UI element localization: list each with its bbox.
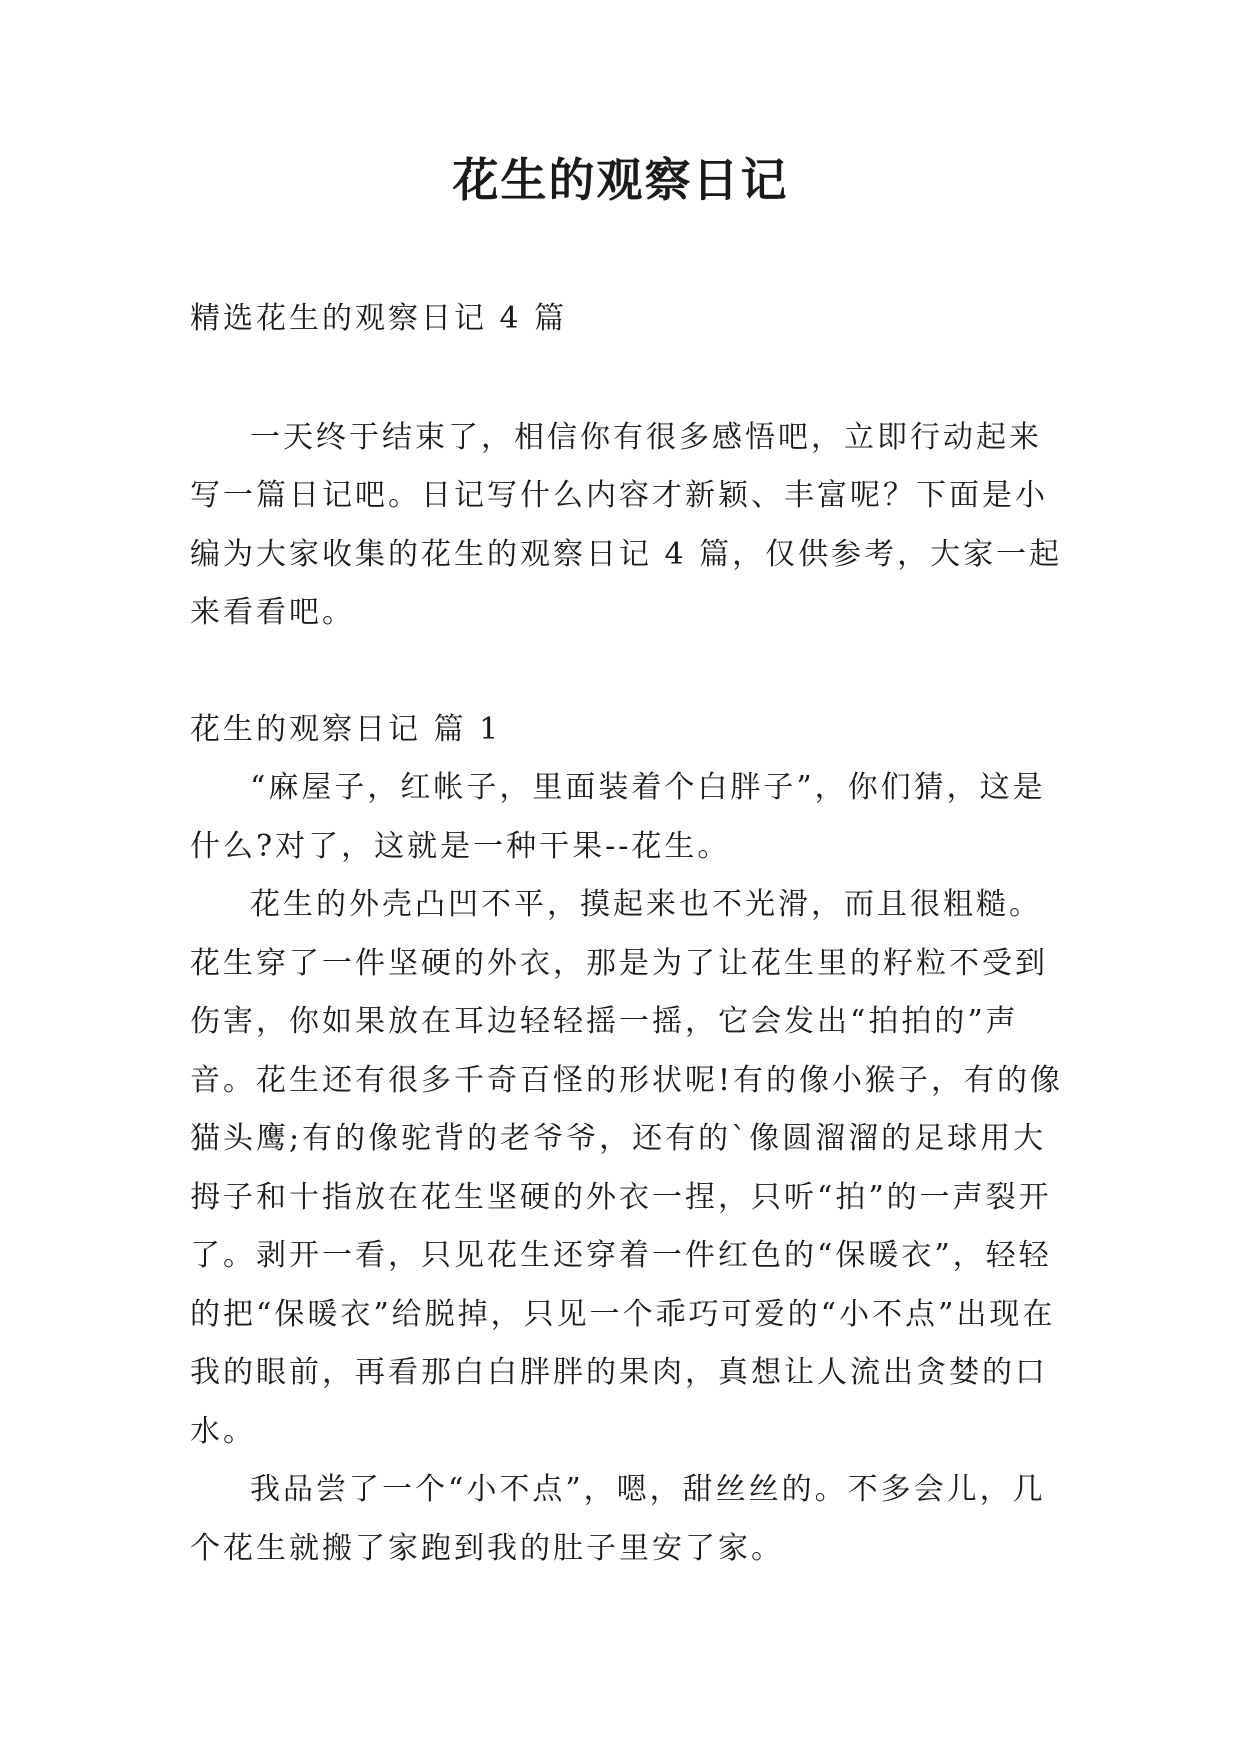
document-title: 花生的观察日记 (452, 153, 789, 207)
body-paragraph-3: 我品尝了一个“小不点”，嗯，甜丝丝的。不多会儿，几个花生就搬了家跑到我的肚子里安了家。 (190, 1472, 1046, 1566)
spacer (190, 349, 1070, 409)
document-subtitle: 精选花生的观察日记 4 篇 (190, 301, 568, 336)
document-body (190, 290, 1070, 1578)
section-heading: 花生的观察日记 篇 1 (190, 711, 502, 747)
spacer (190, 643, 1070, 701)
intro-paragraph: 一天终于结束了，相信你有很多感悟吧，立即行动起来写一篇日记吧。日记写什么内容才新颖、丰富呢？下面是小编为大家收集的花生的观察日记 4 篇，仅供参考，大家一起来看看吧。 (190, 419, 1063, 630)
body-paragraph-2: 花生的外壳凸凹不平，摸起来也不光滑，而且很粗糙。花生穿了一件坚硬的外衣，那是为了让花生里的籽粒不受到伤害，你如果放在耳边轻轻摇一摇，它会发出“拍拍的”声音。花生还有很多千奇百怪的形状呢!有的像小猴子，有的像猫头鹰;有的像驼背的老爷爷，还有的`像圆溜溜的足球用大拇子和十指放在花生坚硬的外衣一捏，只听“拍”的一声裂开了。剥开一看，只见花生还穿着一件红色的“保暖衣”，轻轻的把“保暖衣”给脱掉，只见一个乖巧可爱的“小不点”出现在我的眼前，再看那白白胖胖的果肉，真想让人流出贪婪的口水。 (190, 887, 1064, 1449)
body-paragraph-1: “麻屋子，红帐子，里面装着个白胖子”，你们猜，这是什么?对了，这就是一种干果--花生。 (190, 770, 1046, 864)
